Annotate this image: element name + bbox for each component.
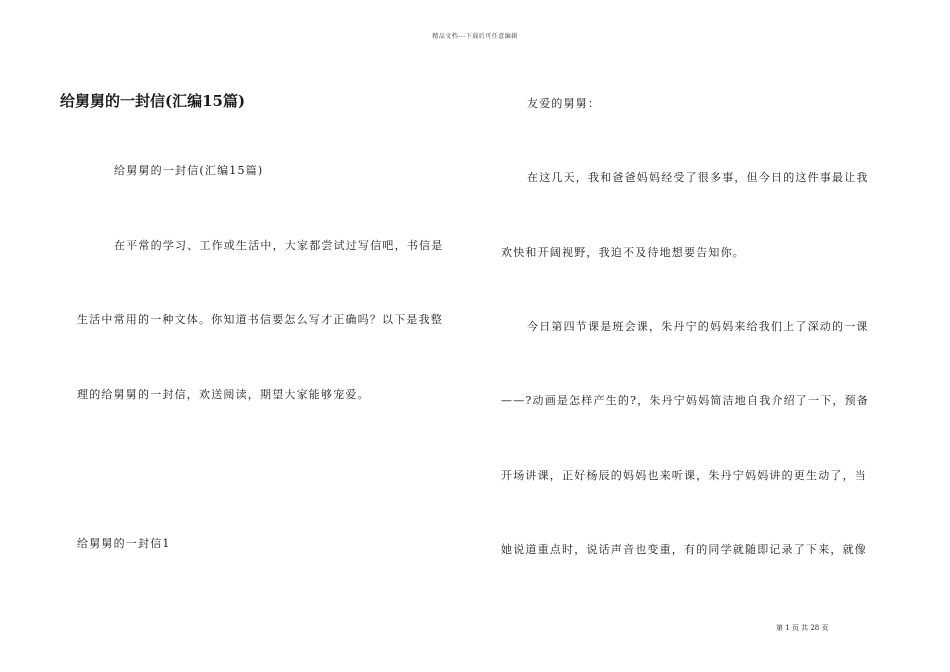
paragraph-line: 开场讲课，正好杨辰的妈妈也来听课，朱丹宁妈妈讲的更生动了，当 — [501, 469, 867, 482]
page-header-note: 精品文档---下载后可任意编辑 — [432, 33, 518, 40]
document-title: 给舅舅的一封信(汇编15篇) — [60, 92, 246, 110]
paragraph-line: 在平常的学习、工作或生活中，大家都尝试过写信吧，书信是 — [114, 239, 444, 252]
page-number: 第 1 页 共 28 页 — [776, 624, 829, 632]
paragraph-line: ——?动画是怎样产生的?，朱丹宁妈妈简洁地自我介绍了一下，预备 — [501, 394, 869, 407]
paragraph-line: 今日第四节课是班会课，朱丹宁的妈妈来给我们上了深动的一课 — [527, 320, 869, 333]
section-heading: 给舅舅的一封信1 — [77, 537, 171, 550]
letter-salutation: 友爱的舅舅： — [527, 97, 601, 110]
paragraph-line: 她说道重点时，说话声音也变重，有的同学就随即记录了下来，就像 — [501, 543, 867, 556]
paragraph-line: 欢快和开阔视野，我迫不及待地想要告知你。 — [501, 246, 745, 259]
subtitle-line: 给舅舅的一封信(汇编15篇) — [114, 164, 264, 177]
paragraph-line: 在这几天，我和爸爸妈妈经受了很多事，但今日的这件事最让我 — [527, 171, 869, 184]
paragraph-line: 理的给舅舅的一封信，欢送阅读，期望大家能够宠爱。 — [77, 388, 370, 401]
paragraph-line: 生活中常用的一种文体。你知道书信要怎么写才正确吗？以下是我整 — [77, 313, 443, 326]
